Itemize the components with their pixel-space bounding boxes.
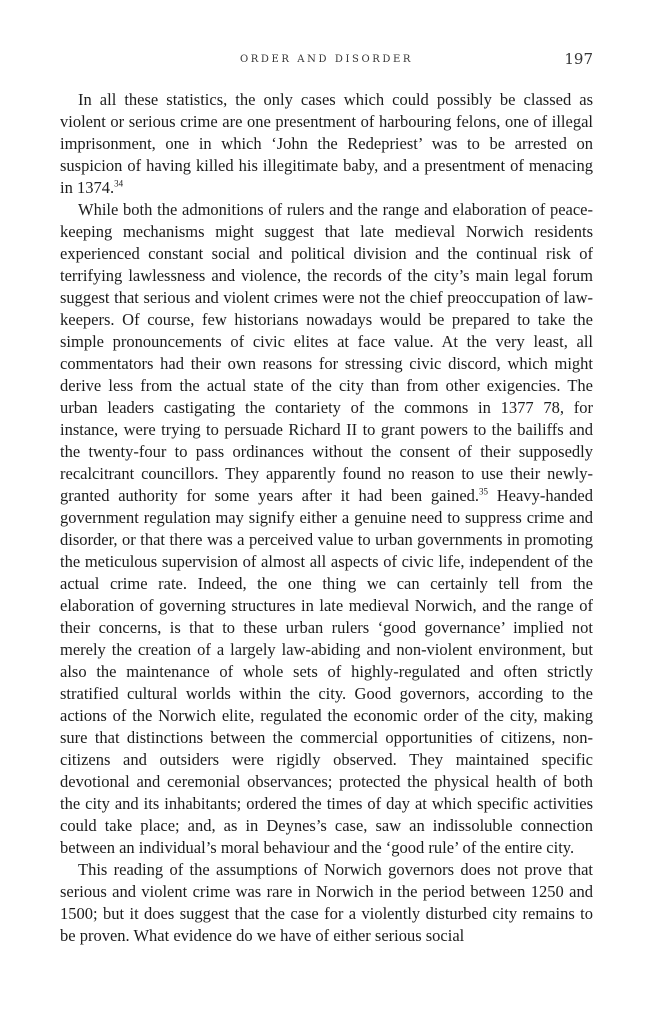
body-text	[60, 89, 593, 947]
paragraph-2	[60, 199, 593, 859]
page-number: 197	[564, 50, 593, 68]
paragraph-text: While both the admonitions of rulers and the range and elaboration of peace-keeping mechanisms might suggest that late medieval Norwich residents experienced constant social and political division and the continual risk of terrifying lawlessness and violence, the records of the city’s main legal forum suggest that serious and violent crimes were not the chief preoccupation of law-keepers. Of course, few historians nowadays would be prepared to take the simple pronouncements of civic elites at face value. At the very least, all commentators had their own reasons for stressing civic discord, which might derive less from the actual state of the city than from other exigencies. The urban leaders castigating the contariety of the commons in 1377 78, for instance, were trying to persuade Richard II to grant powers to the bailiffs and the twenty-four to pass ordinances without the consent of their supposedly recalcitrant councillors. They apparently found no reason to use their newly-granted authority for some years after it had been gained.	[60, 200, 593, 505]
book-page	[60, 48, 593, 947]
running-title: ORDER AND DISORDER	[239, 54, 414, 65]
paragraph-1	[60, 89, 593, 199]
footnote-ref-34[interactable]: 34	[114, 178, 124, 189]
footnote-ref-35[interactable]: 35	[479, 486, 489, 497]
paragraph-text: Heavy-handed government regulation may signify either a genuine need to suppress crime and disorder, or that there was a perceived value to urban governments in promoting the meticulous supervision of almost all aspects of civic life, independent of the actual crime rate. Indeed, the one thing we can certainly tell from the elaboration of governing structures in late medieval Norwich, and the range of their concerns, is that to these urban rulers ‘good governance’ implied not merely the creation of a largely law-abiding and non-violent environment, but also the maintenance of whole sets of highly-regulated and often strictly stratified cultural worlds within the city. Good governors, according to the actions of the Norwich elite, regulated the economic order of the city, making sure that distinctions between the commercial opportunities of citizens, non-citizens and outsiders were rigidly observed. They maintained specific devotional and ceremonial observances; protected the physical health of both the city and its inhabitants; ordered the times of day at which specific activities could take place; and, as in Deynes’s case, saw an indissoluble connection between an individual’s moral behaviour and the ‘good rule’ of the entire city.	[60, 486, 593, 857]
paragraph-text: This reading of the assumptions of Norwich governors does not prove that serious and violent crime was rare in Norwich in the period between 1250 and 1500; but it does suggest that the case for a violently disturbed city remains to be proven. What evidence do we have of either serious social	[60, 860, 593, 945]
running-head	[60, 48, 593, 70]
paragraph-3	[60, 859, 593, 947]
paragraph-text: In all these statistics, the only cases which could possibly be classed as violent or serious crime are one presentment of harbouring felons, one of illegal imprisonment, one in which ‘John the Redepriest’ was to be arrested on suspicion of having killed his illegitimate baby, and a presentment of menacing in 1374.	[60, 90, 593, 197]
